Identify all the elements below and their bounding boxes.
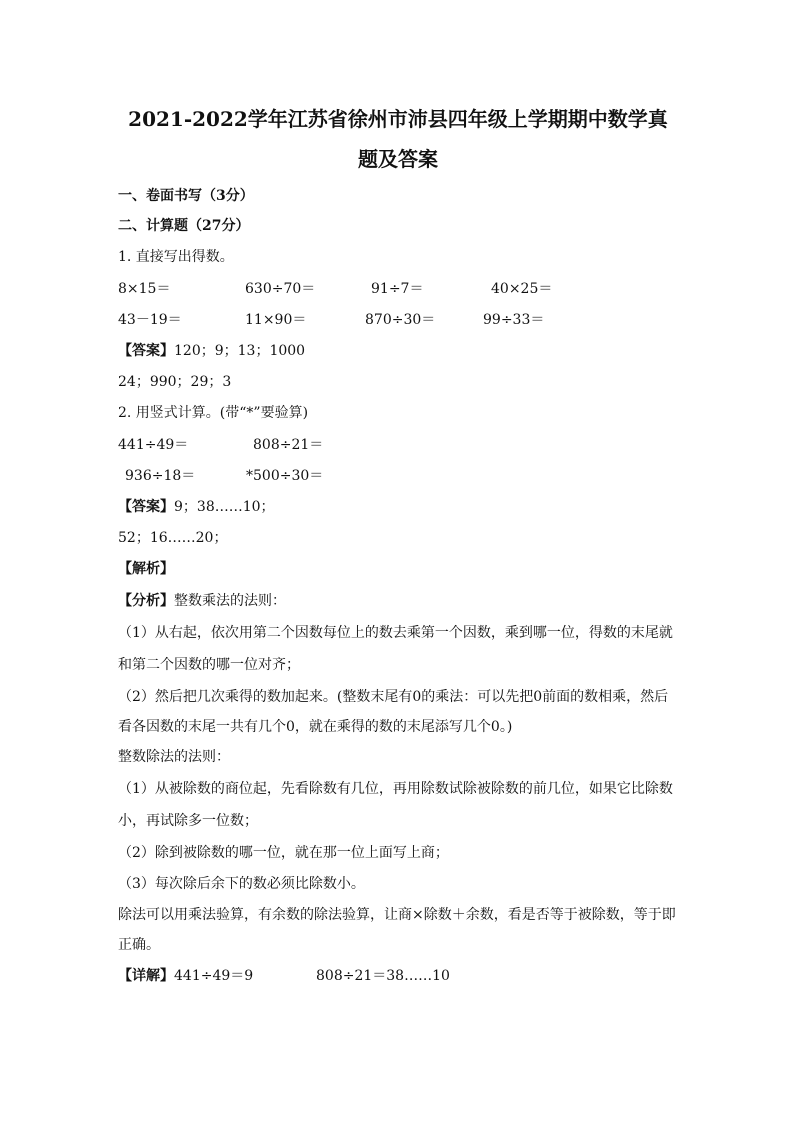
analysis-line: （3）每次除后余下的数必须比除数小。: [118, 876, 365, 892]
q1-prompt: 1. 直接写出得数。: [118, 249, 234, 265]
q1-answer-line2: 24；990；29；3: [118, 374, 232, 390]
answer-tag: 【答案】: [118, 499, 174, 515]
section-heading-2: 二、计算题（27分）: [118, 218, 250, 234]
q2-expr: 936÷18＝: [125, 468, 196, 484]
section-heading-1: 一、卷面书写（3分）: [118, 188, 254, 204]
analysis-line: （2）然后把几次乘得的数加起来。(整数末尾有0的乘法：可以先把0前面的数相乘，然后: [118, 689, 669, 705]
q1-expr: 40×25＝: [491, 281, 553, 297]
answer-tag: 【答案】: [118, 343, 174, 359]
q2-answer: [118, 497, 275, 517]
q1-expr: 91÷7＝: [371, 281, 424, 297]
q1-expr: 11×90＝: [245, 312, 307, 328]
answer-text: 9；38……10；: [174, 499, 275, 515]
analysis-line: 小，再试除多一位数；: [118, 813, 258, 829]
analysis-line: （2）除到被除数的哪一位，就在那一位上面写上商；: [118, 845, 449, 861]
q1-expr: 8×15＝: [118, 281, 171, 297]
analysis-line: （1）从右起，依次用第二个因数每位上的数去乘第一个因数，乘到哪一位，得数的末尾就: [118, 625, 673, 641]
doc-title-line1: 2021-2022学年江苏省徐州市沛县四年级上学期期中数学真: [128, 107, 668, 131]
q2-prompt: 2. 用竖式计算。(带“*”要验算): [118, 405, 309, 421]
detail-line: [118, 966, 253, 986]
analysis-head-text: 整数乘法的法则：: [174, 593, 286, 609]
q2-expr: 441÷49＝: [118, 437, 189, 453]
doc-title-line2: 题及答案: [358, 147, 438, 171]
analysis-line: 正确。: [118, 937, 160, 953]
detail-tag: 【详解】: [118, 968, 174, 984]
analysis-line: （1）从被除数的商位起，先看除数有几位，再用除数试除被除数的前几位，如果它比除数: [118, 781, 673, 797]
q1-expr: 630÷70＝: [245, 281, 316, 297]
q1-answer: [118, 341, 305, 361]
analysis-line: 和第二个因数的哪一位对齐；: [118, 657, 300, 673]
analysis-heading: [118, 591, 286, 611]
answer-text: 120；9；13；1000: [174, 343, 306, 359]
q2-answer-line2: 52；16……20；: [118, 530, 228, 546]
analysis-tag: 【解析】: [118, 561, 174, 577]
q1-expr: 43－19＝: [118, 312, 182, 328]
detail-expr-2: 808÷21＝38……10: [316, 968, 450, 984]
q1-expr: 870÷30＝: [365, 312, 436, 328]
analysis-line: 整数除法的法则：: [118, 749, 230, 765]
detail-expr-1: 441÷49＝9: [174, 968, 254, 984]
analysis-head-tag: 【分析】: [118, 593, 174, 609]
analysis-line: 除法可以用乘法验算，有余数的除法验算，让商×除数＋余数，看是否等于被除数，等于即: [118, 907, 676, 923]
q2-expr: *500÷30＝: [246, 468, 324, 484]
analysis-line: 看各因数的末尾一共有几个0，就在乘得的数的末尾添写几个0。): [118, 719, 513, 735]
q1-expr: 99÷33＝: [483, 312, 545, 328]
q2-expr: 808÷21＝: [253, 437, 324, 453]
